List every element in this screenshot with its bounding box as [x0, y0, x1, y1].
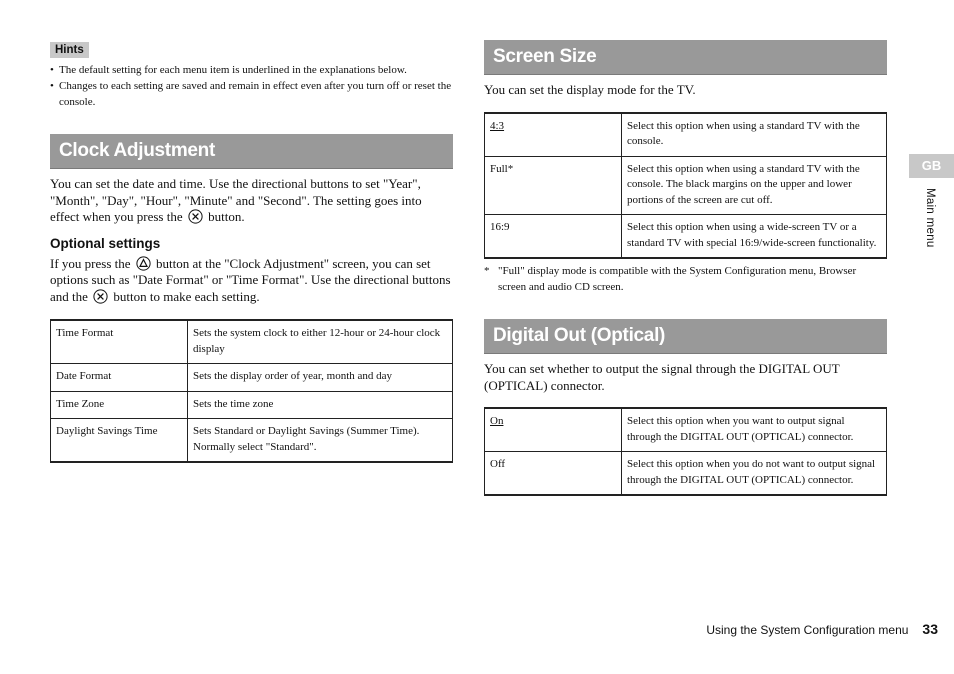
hints-badge: Hints	[50, 42, 89, 58]
option-name: Full*	[485, 156, 622, 215]
left-column	[50, 40, 453, 463]
table-row	[485, 113, 887, 157]
hint-item: • The default setting for each menu item is underlined in the explanations below.	[50, 62, 453, 78]
page-footer	[706, 621, 938, 638]
option-name-default: 4:3	[490, 119, 505, 132]
digital-out-table	[484, 407, 887, 496]
digital-out-intro: You can set whether to output the signal through the DIGITAL OUT (OPTICAL) connector.	[484, 361, 840, 393]
option-name: 16:9	[485, 215, 622, 259]
table-row	[51, 391, 453, 419]
table-row	[51, 364, 453, 392]
screen-size-intro: You can set the display mode for the TV.	[484, 82, 696, 97]
clock-options-table	[50, 319, 453, 463]
clock-adjustment-heading: Clock Adjustment	[50, 134, 453, 169]
option-description: Select this option when you do not want to output signal through the DIGITAL OUT (OPTICAL) connector.	[622, 452, 887, 496]
clock-intro-text: You can set the date and time. Use the directional buttons to set "Year", "Month", "Day", "Hour", "Minute" and "Second". The setting goes into effect when you press the	[50, 176, 422, 224]
table-row	[485, 156, 887, 215]
option-description: Select this option when using a wide-screen TV or a standard TV with special 16:9/wide-screen functionality.	[622, 215, 887, 259]
hints-list	[50, 62, 453, 110]
footnote-marker: *	[484, 265, 490, 277]
table-row	[51, 419, 453, 463]
option-name: Off	[485, 452, 622, 496]
option-name: Daylight Savings Time	[51, 419, 188, 463]
option-description: Select this option when using a standard TV with the console. The black margins on the upper and lower portions of the screen are cut off.	[622, 156, 887, 215]
optional-settings-heading: Optional settings	[50, 235, 161, 251]
cross-button-icon	[93, 289, 108, 304]
clock-intro-end: button.	[208, 209, 245, 224]
option-description: Sets Standard or Daylight Savings (Summer Time). Normally select "Standard".	[188, 419, 453, 463]
table-row	[485, 408, 887, 452]
opt-text-b: button at the "Clock Adjustment" screen, you can set options such as "Date Format" or "Time Format". Use the directional buttons and the	[50, 255, 451, 304]
option-description: Sets the time zone	[188, 391, 453, 419]
optional-settings-text	[50, 256, 453, 306]
right-column	[484, 40, 887, 496]
clock-intro	[50, 176, 453, 226]
option-name-default: On	[490, 415, 504, 427]
table-row	[51, 320, 453, 364]
screen-size-heading: Screen Size	[484, 40, 887, 75]
opt-text-a: If you press the	[50, 255, 131, 271]
option-description: Sets the system clock to either 12-hour or 24-hour clock display	[188, 320, 453, 364]
option-name: Time Format	[51, 320, 188, 364]
triangle-button-icon	[136, 256, 151, 271]
cross-button-icon	[188, 209, 203, 224]
option-name: Time Zone	[51, 391, 188, 419]
screen-size-table	[484, 112, 887, 260]
page-number: 33	[922, 621, 938, 637]
digital-out-heading: Digital Out (Optical)	[484, 319, 887, 354]
screen-size-footnote	[484, 263, 887, 295]
option-description: Select this option when using a standard TV with the console.	[622, 113, 887, 157]
footer-title: Using the System Configuration menu	[706, 623, 909, 637]
option-description: Sets the display order of year, month and day	[188, 364, 453, 392]
option-description: Select this option when you want to output signal through the DIGITAL OUT (OPTICAL) connector.	[622, 408, 887, 452]
table-row	[485, 215, 887, 259]
chapter-label: Main menu	[924, 188, 936, 248]
option-name: Date Format	[51, 364, 188, 392]
footnote-text: "Full" display mode is compatible with the System Configuration menu, Browser screen and audio CD screen.	[498, 265, 857, 293]
opt-text-c: button to make each setting.	[113, 288, 260, 304]
table-row	[485, 452, 887, 496]
language-tab: GB	[909, 154, 954, 178]
hint-item: • Changes to each setting are saved and remain in effect even after you turn off or reset the console.	[50, 78, 453, 110]
